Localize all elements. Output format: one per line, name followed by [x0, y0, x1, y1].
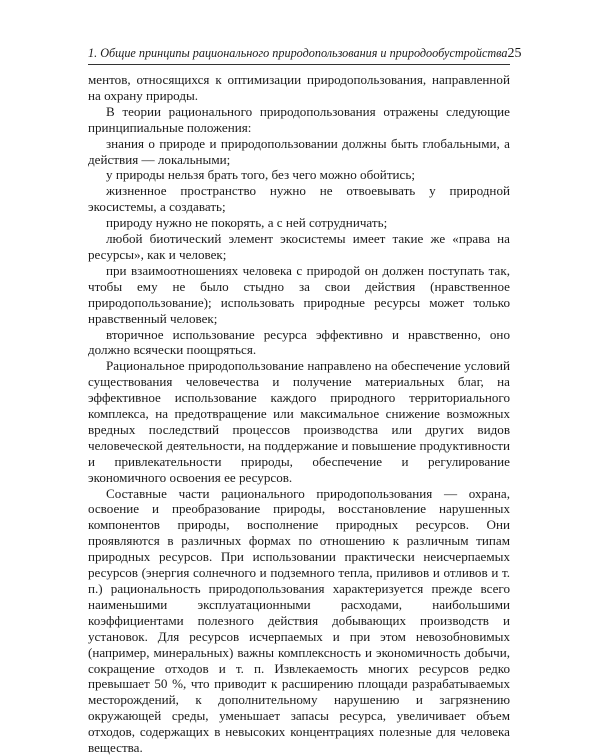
principle-item: у природы нельзя брать того, без чего можно обойтись; — [106, 167, 415, 183]
running-header — [88, 42, 522, 65]
page-number: 25 — [507, 46, 522, 61]
body-text — [88, 72, 510, 756]
principle-item: любой биотический элемент экосистемы имеет такие же «права на ресурсы», как и человек; — [88, 231, 510, 262]
chapter-title: 1. Общие принципы рационального природопользования и природообустройства — [88, 46, 508, 60]
principle-item: при взаимоотношениях человека с природой он должен поступать так, чтобы ему не было стыдно за свои действия (нравственное природопользование); использовать природные ресурсы может только нравственный человек; — [88, 262, 510, 326]
paragraph-intro: В теории рационального природопользования отражены следующие принципиальные положения: — [88, 103, 510, 135]
paragraph-continuation: ментов, относящихся к оптимизации природопользования, направленной на охрану природы. — [88, 72, 510, 103]
principle-item: жизненное пространство нужно не отвоевывать у природной экосистемы, а создавать; — [88, 183, 510, 215]
paragraph: Рациональное природопользование направлено на обеспечение условий существования человечества и получение материальных благ, на эффективное использование каждого природного территориального комплекса, на предотвращение или максимальное снижение возможных вредных последствий процессов производства или других видов человеческой деятельности, на поддержание и повышение продуктивности и привлекательности природы, обеспечение и регулирование экономичного освоения ее ресурсов. — [88, 358, 510, 485]
principle-item: природу нужно не покорять, а с ней сотрудничать; — [106, 215, 388, 231]
principle-item: вторичное использование ресурса эффективно и нравственно, оно должно всячески поощряться. — [88, 326, 510, 358]
principle-item: знания о природе и природопользовании должны быть глобальными, а действия — локальными; — [88, 135, 510, 167]
paragraph: Составные части рационального природопользования — охрана, освоение и преобразование природы, восстановление нарушенных компонентов природы, восполнение природных ресурсов. Они проявляются в различных формах по отношению к различным типам природных ресурсов. При использовании практически неисчерпаемых ресурсов (энергия солнечного и подземного тепла, приливов и отливов и т. п.) рациональность природопользования характеризуется прежде всего наименьшими эксплуатационными расходами, наибольшими коэффициентами полезного действия добывающих производств и установок. Для ресурсов исчерпаемых и при этом невозобновимых (например, минеральных) важны комплексность и экономичность добычи, сокращение отходов и т. п. Извлекаемость многих ресурсов редко превышает 50 %, что приводит к расширению площади разрабатываемых месторождений, к дополнительному нарушению и загрязнению окружающей среды, уменьшает запасы ресурса, увеличивает объем отходов, содержащих в невысоких концентрациях полезные для человека вещества. — [88, 485, 510, 756]
